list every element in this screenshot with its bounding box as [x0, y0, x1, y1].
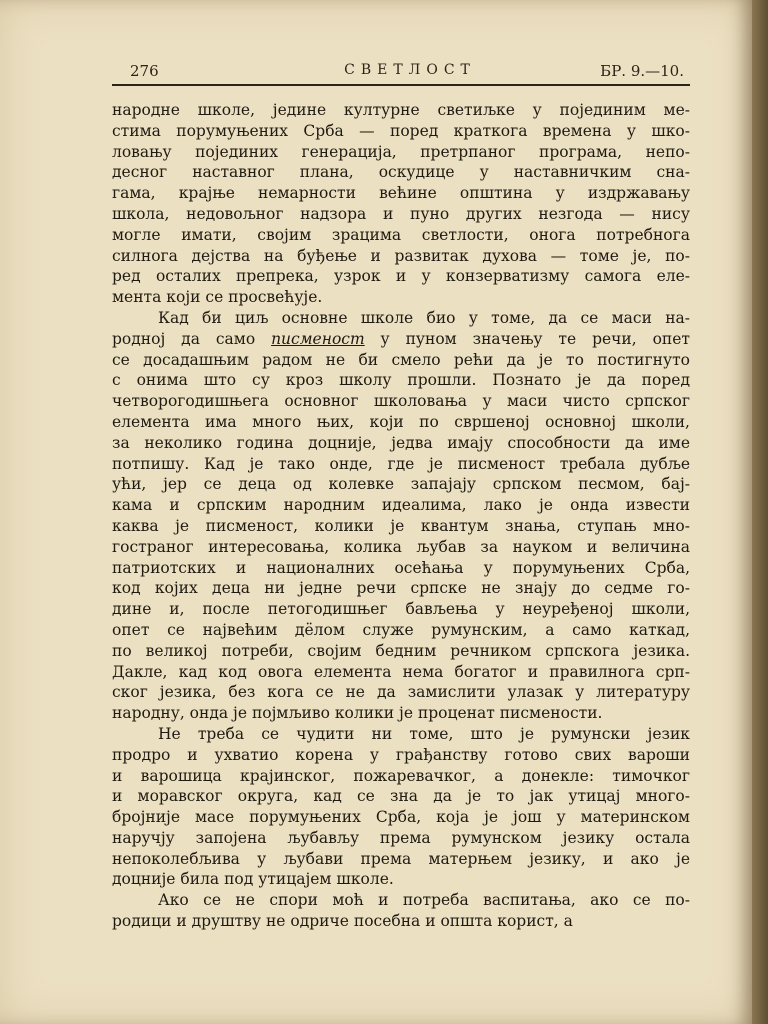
text-line: школа, недовољног надзора и пуно других незгода — нису	[112, 204, 690, 223]
text-line: народне школе, једине културне светиљке у појединим ме-	[112, 101, 690, 119]
text-line: могле имати, својим зрацима светлости, онога потребнога	[112, 225, 690, 244]
text-line: и моравског округа, кад се зна да је то јак утицај много-	[112, 787, 690, 806]
book-spine-shadow	[752, 0, 768, 1024]
text-line: Не треба се чудити ни томе, што је румунски језик	[158, 724, 690, 743]
text-line: код којих деца ни једне речи српске не знају до седме го-	[112, 579, 690, 598]
header-rule	[112, 84, 690, 86]
text-line: десног наставног плана, оскудице у наставничким сна-	[112, 163, 690, 182]
text-line: доцније била под утицајем школе.	[112, 870, 394, 889]
text-line: ловању појединих генерација, претрпаног програма, непо-	[112, 142, 690, 161]
text-line: патриотских и националних осећања у порумуњених Срба,	[112, 558, 690, 577]
text-line: ског језика, без кога се не да замислити улазак у литературу	[112, 683, 690, 702]
body-text	[112, 100, 690, 932]
text-line: четворогодишњега основног школовања у маси чисто српског	[112, 392, 690, 411]
text-line: се досадашњим радом не би смело рећи да је то постигнуто	[112, 350, 690, 369]
text-line: потпишу. Кад је тако онде, где је писменост требала дубље	[112, 454, 690, 473]
text-line: гама, крајње немарности већине општина у издржавању	[112, 184, 690, 203]
text-line: елемента има много њих, који по свршеној основној школи,	[112, 412, 690, 431]
text-line: народну, онда је појмљиво колики је проценат писмености.	[112, 704, 603, 723]
issue-number: БР. 9.—10.	[600, 62, 684, 80]
page-number: 276	[130, 62, 159, 80]
journal-title: СВЕТЛОСТ	[344, 62, 476, 78]
text-line: стима порумуњених Срба — поред краткога времена у шко-	[112, 121, 690, 140]
text-line: кама и српским народним идеалима, лако је онда извести	[112, 496, 690, 515]
text-line: мента који се просвећује.	[112, 288, 323, 307]
text-line: Кад би циљ основне школе био у томе, да се маси на-	[158, 308, 690, 327]
text-line: Ако се не спори моћ и потреба васпитања, ако се по-	[158, 891, 690, 910]
emphasized-word: писменост	[271, 329, 365, 348]
text-line: продро и ухватио корена у грађанству готово свих вароши	[112, 745, 690, 764]
text-line: за неколико година доцније, једва имају способности да име	[112, 433, 690, 452]
text-line: гостраног интересовања, колика љубав за науком и величина	[112, 537, 690, 556]
text-line: дине и, после петогодишњег бављења у неуређеној школи,	[112, 600, 690, 619]
running-header	[130, 62, 690, 84]
text-line: Дакле, кад код овога елемента нема богатог и правилнога срп-	[112, 662, 690, 681]
text-line: по великој потреби, својим бедним речником српскога језика.	[112, 641, 690, 660]
text-line: каква је писменост, колики је квантум знања, ступањ мно-	[112, 516, 690, 535]
text-line: силнога дејства на буђење и развитак духова — томе је, по-	[112, 246, 690, 265]
text-line: родици и друштву не одриче посебна и општа корист, а	[112, 912, 573, 931]
text-line: с онима што су кроз школу прошли. Познато је да поред	[112, 371, 690, 390]
text-line: бројније масе порумуњених Срба, која је још у материнском	[112, 808, 690, 827]
text-line: ред осталих препрека, узрок и у конзерватизму самога еле-	[112, 267, 690, 286]
text-line: ући, јер се деца од колевке запајају српском песмом, бај-	[112, 475, 690, 494]
text-line: и варошица крајинског, пожаревачког, а донекле: тимочког	[112, 766, 690, 785]
text-line: непоколебљива у љубави према матерњем језику, и ако је	[112, 849, 690, 868]
text-line: родној да само писменост у пуном значењу те речи, опет	[112, 329, 690, 348]
text-line: опет се највећим дёлом служе румунским, а само каткад,	[112, 620, 690, 639]
text-line: наручју запојена љубављу према румунском језику остала	[112, 828, 690, 847]
